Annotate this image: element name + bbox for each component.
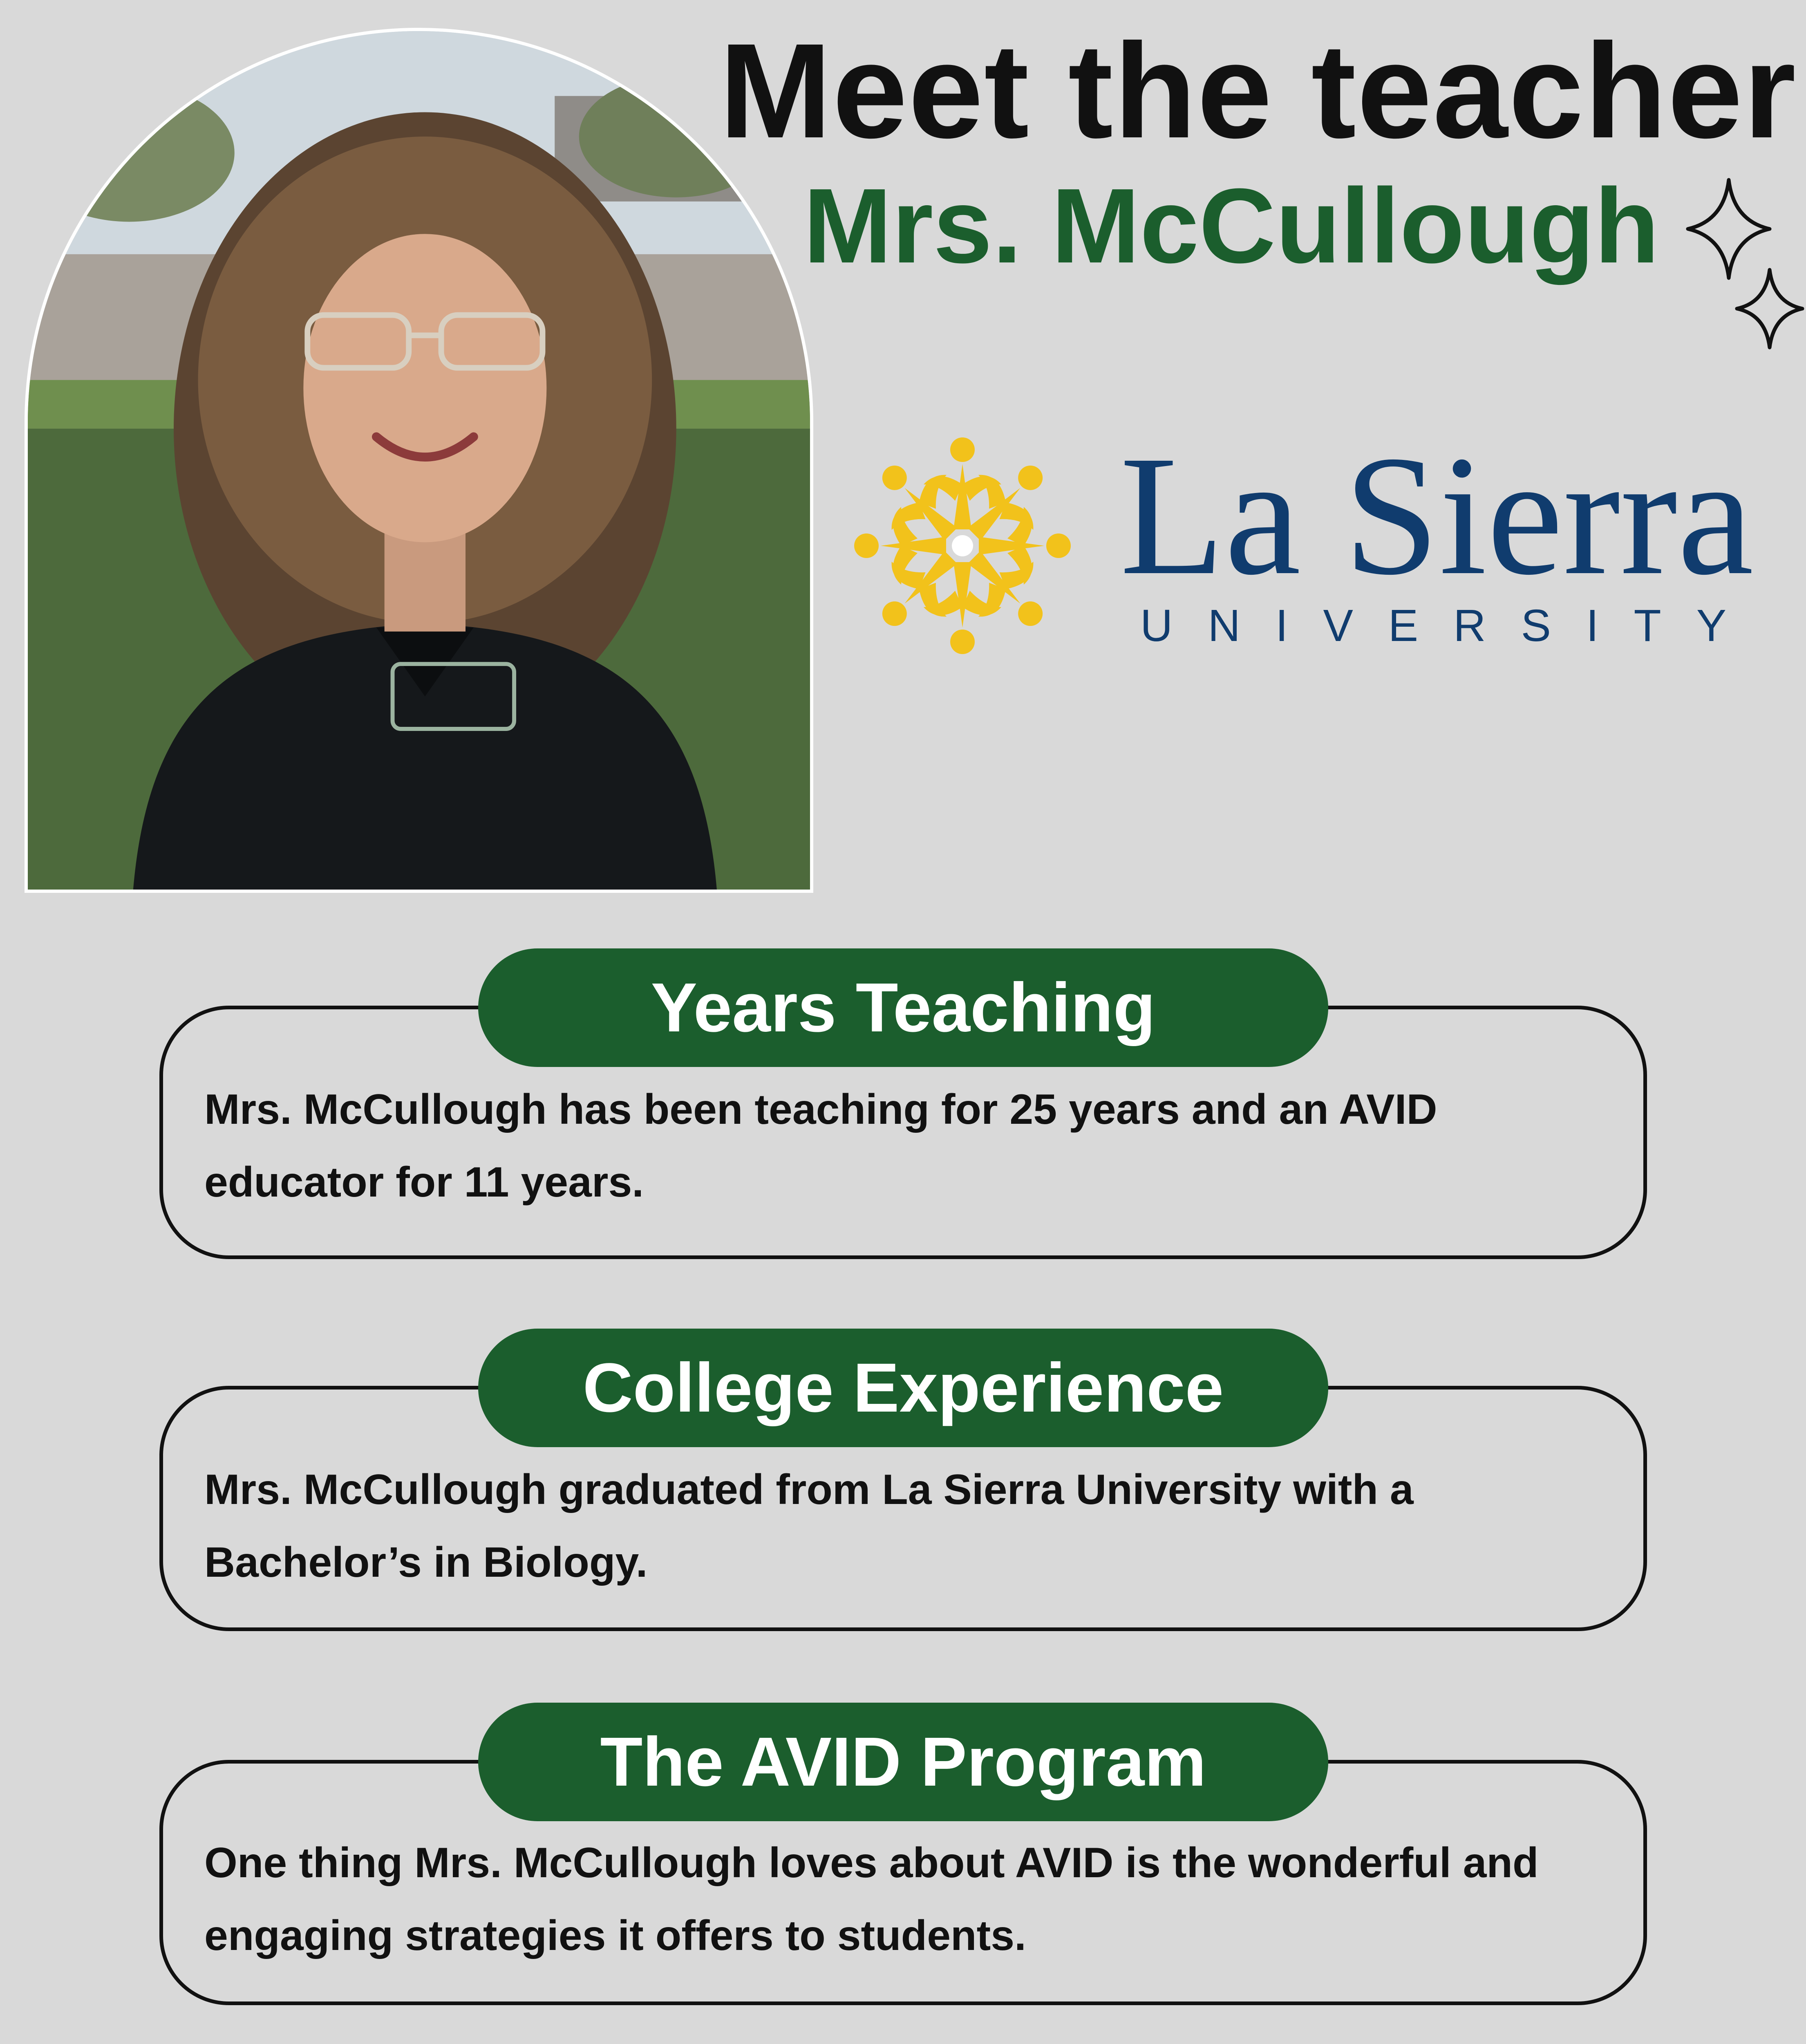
- sparkle-icon: [1680, 172, 1806, 376]
- la-sierra-logo-icon: [846, 429, 1079, 662]
- logo-wordmark: La Sierra: [1120, 420, 1754, 610]
- portrait-illustration: [28, 31, 810, 890]
- teacher-photo: [25, 28, 813, 893]
- section-title: Years Teaching: [478, 948, 1328, 1067]
- section-title: College Experience: [478, 1329, 1328, 1447]
- section-title: The AVID Program: [478, 1703, 1328, 1821]
- section-body: Mrs. McCullough has been teaching for 25 years and an AVID educator for 11 years.: [204, 1086, 1437, 1206]
- logo-subtitle: UNIVERSITY: [1140, 601, 1762, 651]
- section-body: Mrs. McCullough graduated from La Sierra University with a Bachelor’s in Biology.: [204, 1466, 1414, 1586]
- section-body: One thing Mrs. McCullough loves about AVID is the wonderful and engaging strategies it offers to students.: [204, 1839, 1539, 1959]
- page-title: Meet the teacher: [719, 15, 1797, 166]
- teacher-name: Mrs. McCullough: [803, 167, 1659, 285]
